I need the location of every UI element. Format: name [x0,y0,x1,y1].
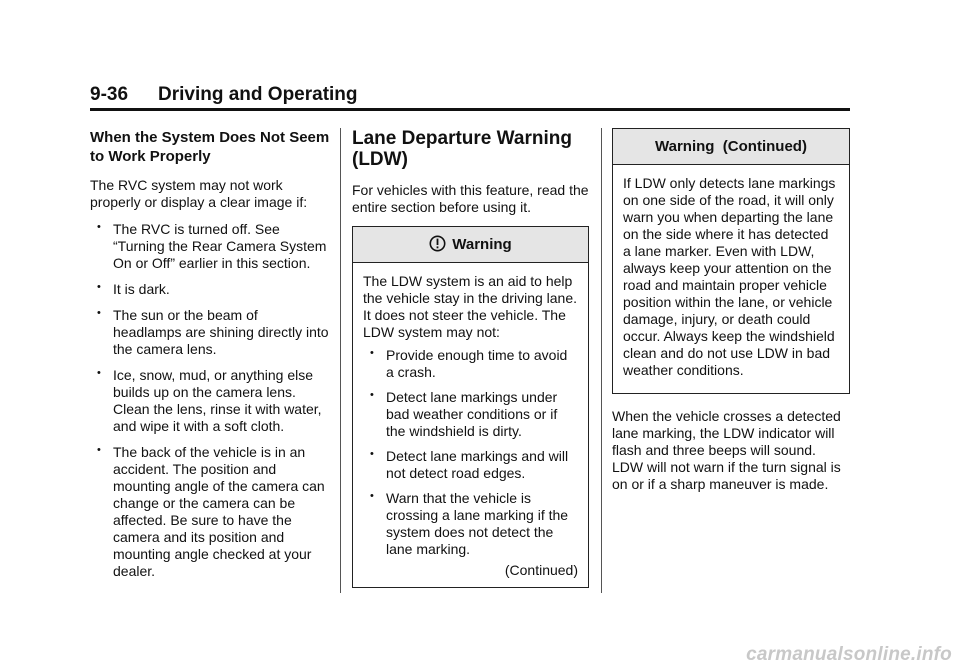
list-item: • Provide enough time to avoid a crash. [363,347,578,381]
watermark: carmanualsonline.info [746,644,952,665]
warning-bullet-list [363,347,578,558]
list-item: • The RVC is turned off. See “Turning the Rear Camera System On or Off” earlier in this section. [90,221,330,272]
column-divider-1 [340,128,341,593]
list-item: • Warn that the vehicle is crossing a lane marking if the system does not detect the lane marking. [363,490,578,558]
section-title: Driving and Operating [158,84,358,105]
warning-body [353,263,588,587]
list-item: • It is dark. [90,281,330,298]
section-heading: Lane Departure Warning (LDW) [352,128,572,170]
list-item: • Ice, snow, mud, or anything else builds up on the camera lens. Clean the lens, rinse it with water, and wipe it with a soft cloth. [90,367,330,435]
column-2 [352,128,589,602]
warning-box-continued [612,128,850,394]
page-number: 9-36 [90,84,129,105]
column-3 [612,128,850,503]
warning-body [613,165,849,393]
warning-header: Warning (Continued) [613,129,849,165]
bullet-list [90,221,330,580]
intro-paragraph: For vehicles with this feature, read the entire section before using it. [352,182,589,215]
subsection-heading: When the System Does Not Seem to Work Properly [90,129,330,165]
list-item: • The sun or the beam of headlamps are shining directly into the camera lens. [90,307,330,358]
list-item: • Detect lane markings under bad weather conditions or if the windshield is dirty. [363,389,578,440]
continued-label: (Continued) [504,562,578,578]
column-1 [90,128,330,589]
column-divider-2 [601,128,602,593]
intro-paragraph: The RVC system may not work properly or display a clear image if: [90,177,308,210]
list-item: • Detect lane markings and will not detect road edges. [363,448,578,482]
warning-symbol-icon [429,230,446,265]
list-item: • The back of the vehicle is in an accident. The position and mounting angle of the camera can change or the camera can be affected. Be sure to have the camera and its position and mounting angle checked at your dealer. [90,444,330,580]
page-header [90,84,850,111]
warning-text: The LDW system is an aid to help the vehicle stay in the driving lane. It does not steer the vehicle. The LDW system may not: [363,273,578,340]
warning-box [352,226,589,588]
warning-text: If LDW only detects lane markings on one side of the road, it will only warn you when departing the lane on the side where it has detected a lane marker. Even with LDW, always keep your attention on the road and maintain proper vehicle position within the lane, or vehicle damage, injury, or death could occur. Always keep the windshield clean and do not use LDW in bad weather conditions. [623,175,836,378]
body-paragraph: When the vehicle crosses a detected lane marking, the LDW indicator will flash and three beeps will sound. LDW will not warn if the turn signal is on or if a sharp maneuver is made. [612,408,841,492]
warning-header [353,227,588,263]
warning-title: Warning [452,236,512,253]
